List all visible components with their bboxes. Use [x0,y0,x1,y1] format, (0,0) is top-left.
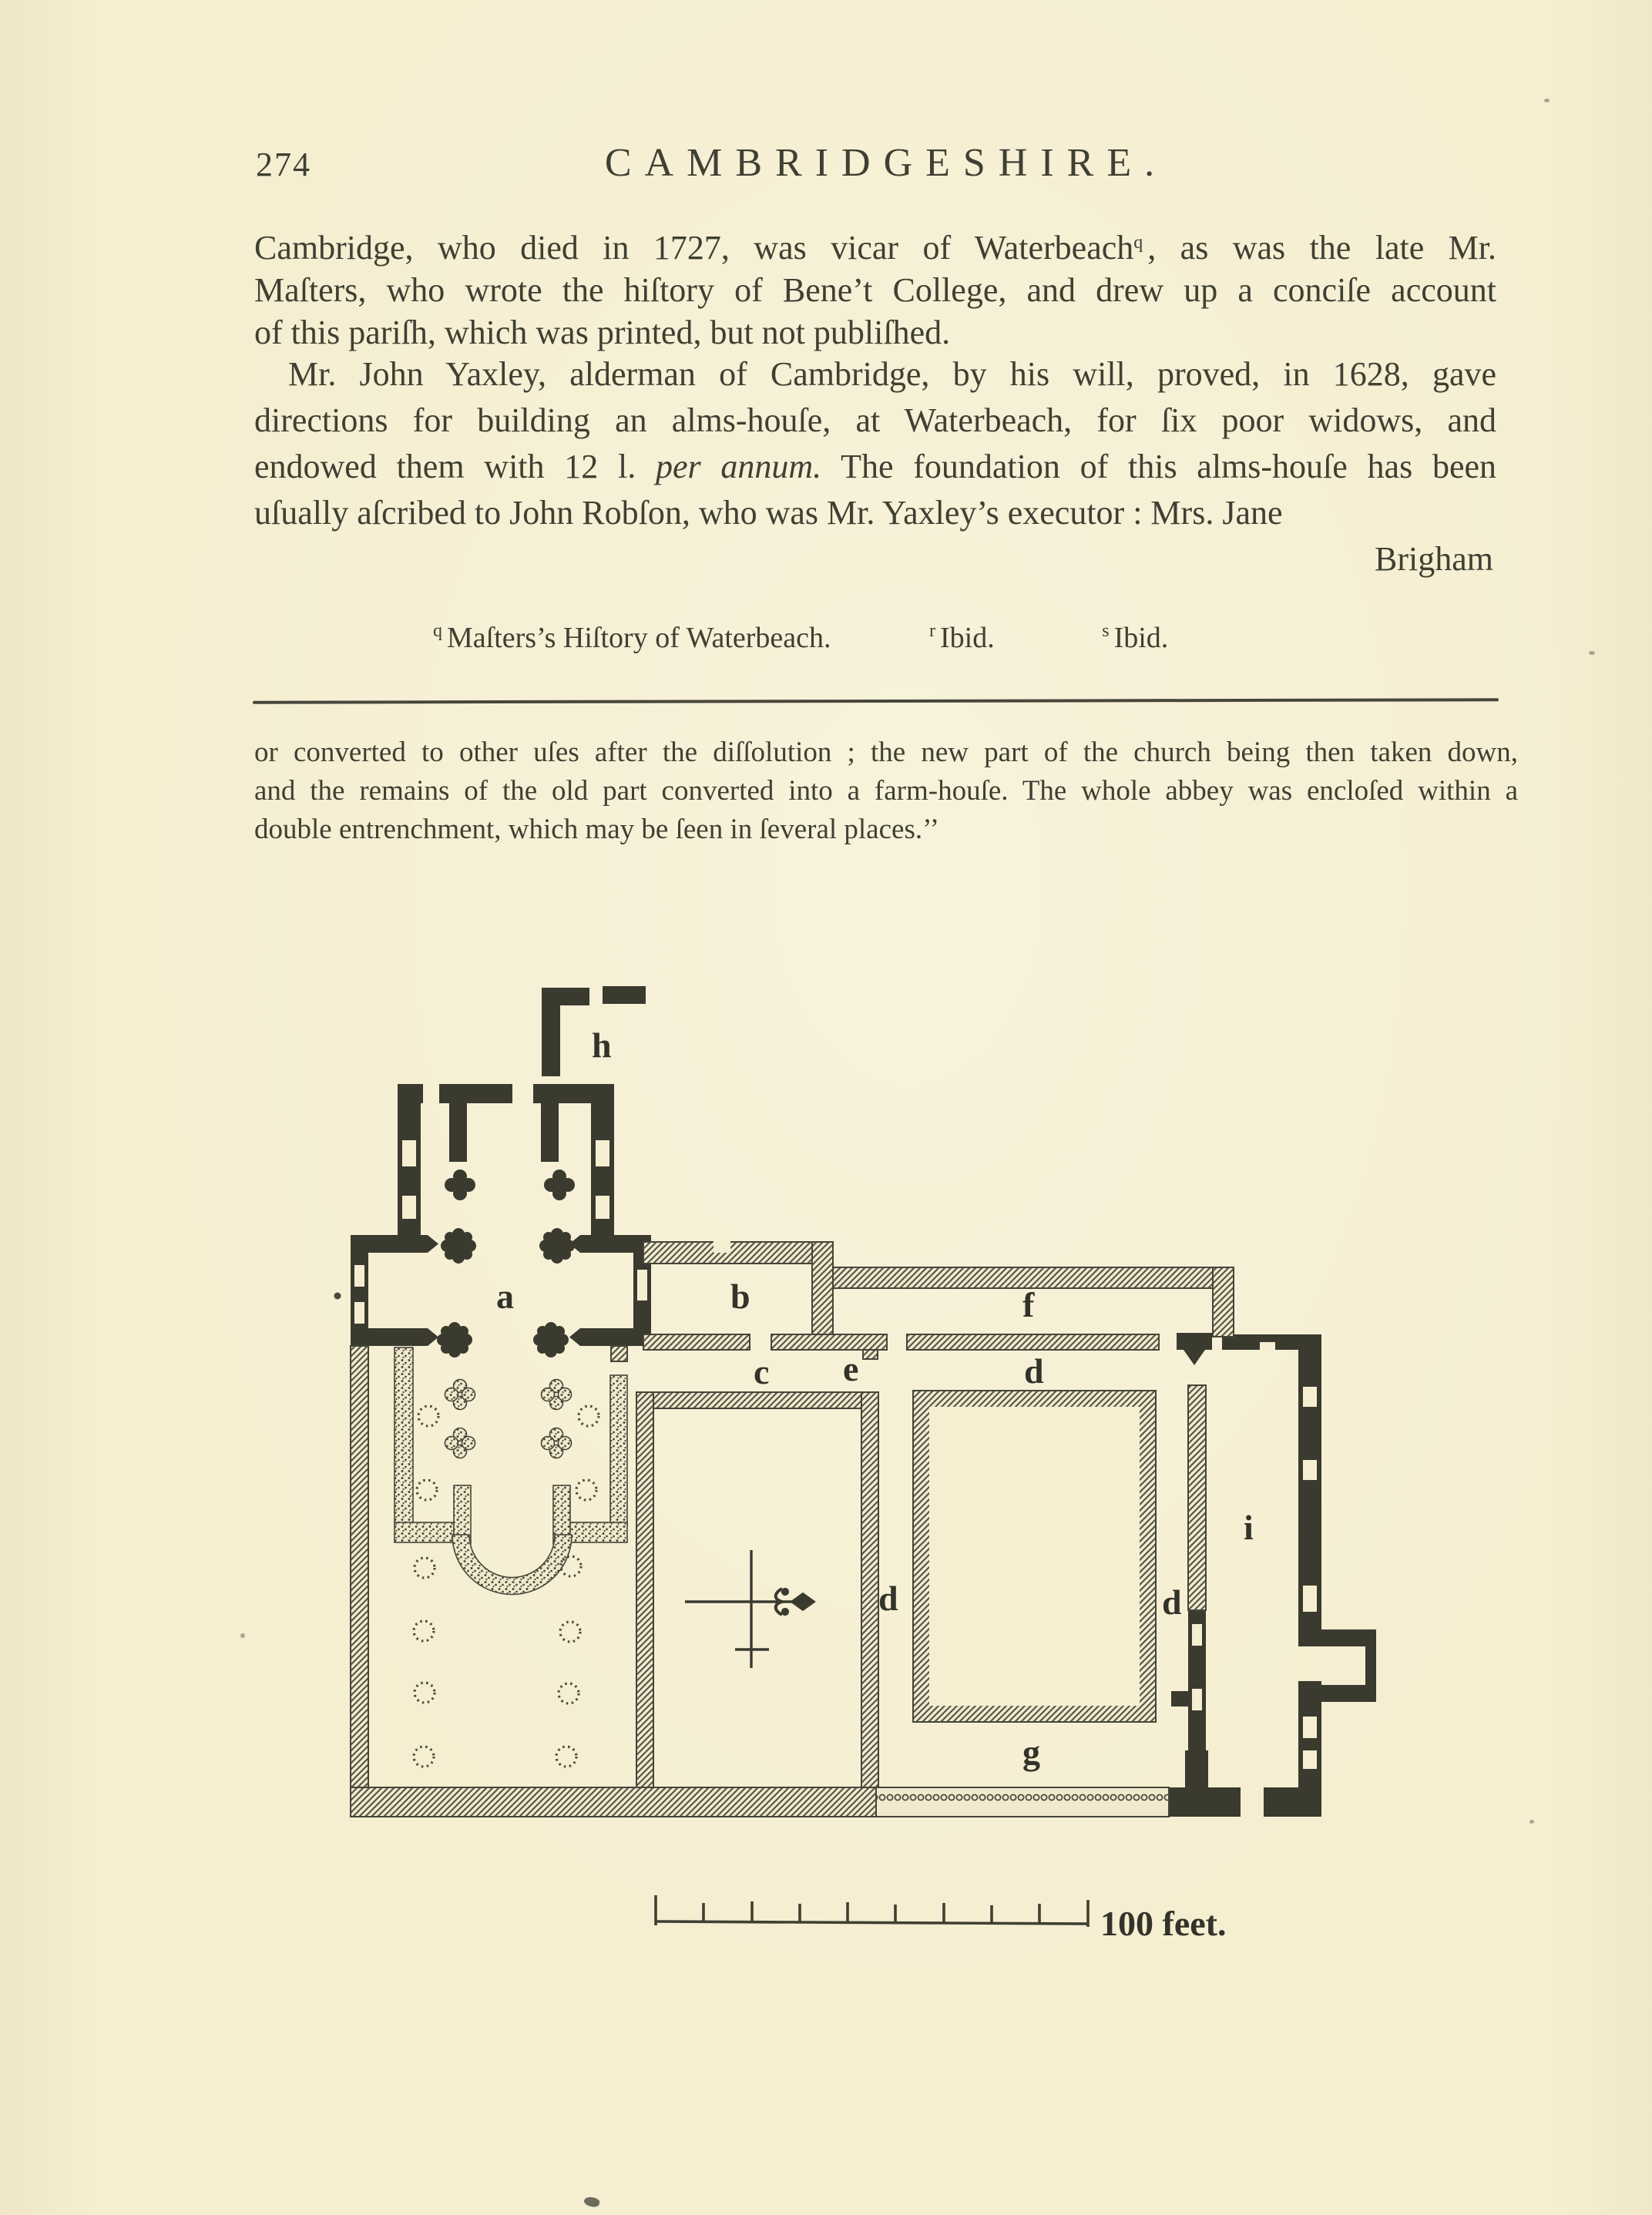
text-line: Mr. John Yaxley, alderman of Cambridge, by his will, proved, in 1628, gave [288,355,1496,393]
label-b: b [730,1277,750,1316]
compass-rose [685,1550,814,1668]
rosette-pier [437,1322,472,1358]
scale-label: 100 feet. [1100,1904,1227,1943]
text-span: Cambridge, who died in 1727, was vicar of Waterbeach [254,229,1134,267]
ink-smudge [583,2196,600,2208]
apse-arc [452,1535,572,1595]
text-span: , as was the late Mr. [1147,229,1496,267]
outer-west-wall [351,1346,368,1787]
text-span: endowed them with 12 l. [254,448,656,485]
running-head: CAMBRIDGESHIRE. [604,141,1168,185]
rosette-pier [533,1322,569,1358]
text-line [254,222,1496,269]
rosette-pier [441,1228,476,1264]
window-slots [354,1140,1323,1769]
paper-speck [1529,1820,1534,1824]
compass-east-arrow [792,1594,814,1609]
latin-phrase: per annum. [655,448,822,485]
label-d-north: d [1024,1351,1044,1391]
label-d-west: d [878,1579,898,1618]
label-h: h [592,1025,612,1065]
church-piers [437,1170,575,1358]
door-nub [1171,1691,1190,1707]
quoted-footnote [254,733,1518,849]
page-number: 274 [256,146,311,183]
paper-speck [1589,651,1595,655]
label-c: c [754,1352,770,1391]
text-line: directions for building an alms-houſe, at Waterbeach, for ſix poor widows, and [254,401,1496,439]
label-i: i [1244,1508,1254,1547]
text-span: The foundation of this alms-houſe has been [821,448,1497,485]
footnote-marker-q: q [433,621,442,641]
quatrefoil-pier [445,1170,475,1200]
text-line: and the remains of the old part converted into a farm-houſe. The whole abbey was encloſed within a [254,775,1518,807]
paper-speck [1544,99,1550,102]
outer-south-wall-old [876,1787,1169,1817]
footnote-marker-r: r [929,621,936,641]
scale-bar [656,1895,1088,1927]
rosette-pier [539,1228,575,1264]
footnote-rule [253,698,1499,703]
label-e: e [843,1349,859,1388]
label-g: g [1022,1733,1040,1772]
text-line: double entrenchment, which may be ſeen in ſeveral places.’’ [254,814,939,845]
abbey-floor-plan [331,963,1410,1949]
east-walk-wall-upper [1188,1385,1206,1610]
text-line: Maſters, who wrote the hiſtory of Bene’t College, and drew up a conciſe account [254,271,1496,309]
label-a: a [496,1277,514,1316]
footnote-references [433,621,1168,655]
quatrefoil-pier [544,1170,575,1200]
label-d-east: d [1162,1582,1182,1622]
paragraph-1 [254,222,1496,354]
footnote-text: Ibid. [940,622,995,654]
room-b-walls [643,1242,887,1359]
porch-west-wall [542,988,589,1076]
text-line: or converted to other uſes after the diſſolution ; the new part of the church being then taken down, [254,737,1518,768]
text-line [254,444,1496,490]
ink-dot [334,1293,341,1300]
floor-plan-drawing [331,963,1410,1949]
catchword: Brigham [1375,540,1493,578]
door-jamb [1177,1333,1212,1365]
old-quatrefoil-pier [542,1428,572,1458]
old-quatrefoil-pier [445,1380,475,1410]
paragraph-2 [254,351,1496,536]
label-f: f [1022,1285,1035,1324]
footnote-text: Ibid. [1113,622,1169,654]
west-court-walls [636,1392,878,1787]
cloister-garth [929,1407,1140,1706]
door-notch [714,1240,730,1253]
porch-east-wall [603,986,646,1004]
footnote-marker-q: q [1133,233,1143,253]
old-quatrefoil-pier [542,1380,572,1410]
text-line: uſually aſcribed to John Robſon, who was Mr. Yaxley’s executor : Mrs. Jane [254,494,1283,532]
old-church-foundations [395,1347,627,1595]
old-quatrefoil-pier [445,1428,475,1458]
outer-south-wall [351,1787,876,1817]
text-line: of this pariſh, which was printed, but not publiſhed. [254,314,951,351]
transept-west-wall [351,1235,368,1346]
footnote-text: Maſters’s Hiſtory of Waterbeach. [447,622,831,654]
footnote-marker-s: s [1102,621,1110,641]
paper-speck [240,1633,245,1638]
